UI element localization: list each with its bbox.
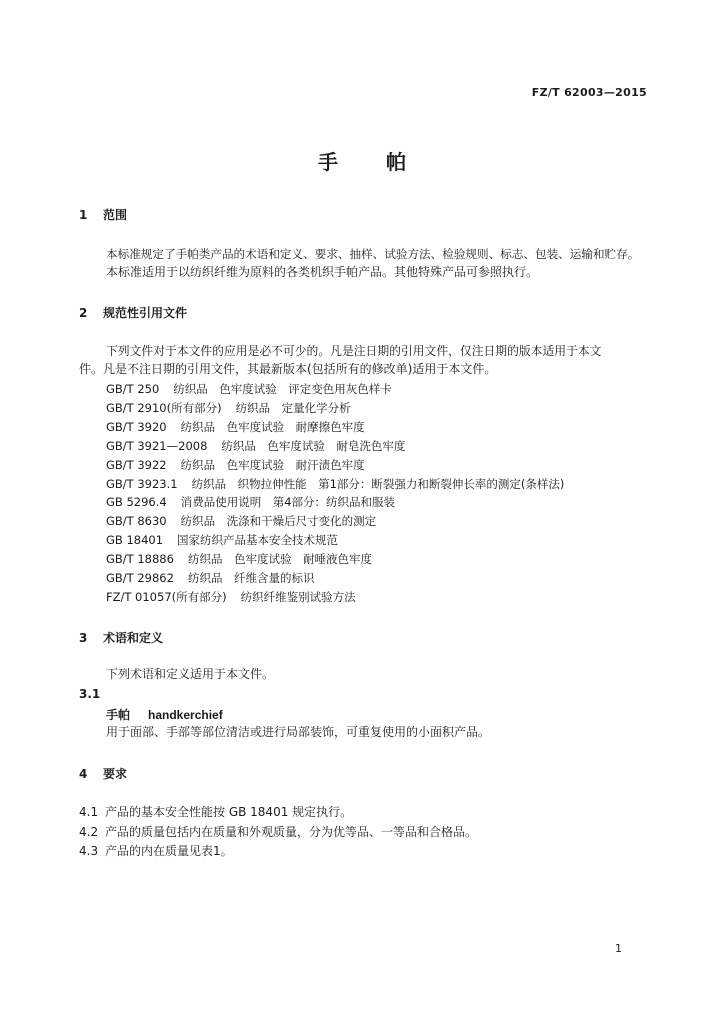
reference-title: 纺织品 纤维含量的标识: [187, 571, 315, 585]
reference-title: 纺织品 色牢度试验 耐唾液色牢度: [187, 552, 372, 567]
reference-title: 国家纺织产品基本安全技术规范: [177, 533, 339, 548]
section-1-heading: [79, 206, 127, 223]
requirement-item: [79, 823, 477, 840]
references-intro-line-2: 件。凡是不注日期的引用文件，其最新版本(包括所有的修改单)适用于本文件。: [79, 362, 497, 376]
reference-item: [106, 382, 392, 397]
requirement-text: 产品的基本安全性能按 GB 18401 规定执行。: [105, 805, 353, 819]
reference-item: [106, 401, 351, 416]
reference-item: [106, 590, 356, 605]
reference-code: GB/T 3922: [106, 457, 167, 472]
reference-item: [106, 477, 564, 492]
reference-title: 消费品使用说明 第4部分：纺织品和服装: [180, 495, 396, 510]
reference-title: 纺织品 色牢度试验 评定变色用灰色样卡: [173, 382, 392, 396]
section-3-heading: [79, 629, 163, 646]
reference-item: [106, 514, 376, 529]
requirement-number: 4.1: [79, 805, 99, 819]
reference-code: FZ/T 01057(所有部分): [106, 589, 227, 604]
requirement-text: 产品的内在质量见表1。: [105, 844, 233, 858]
section-4-heading: [79, 765, 127, 782]
document-title: [0, 146, 724, 175]
reference-item: [106, 495, 395, 510]
reference-title: 纺织品 色牢度试验 耐皂洗色牢度: [221, 438, 406, 453]
reference-title: 纺织品 定量化学分析: [235, 400, 351, 415]
reference-item: [106, 439, 405, 454]
section-number: 1: [79, 208, 88, 222]
reference-item: [106, 571, 314, 586]
term-definition: 用于面部、手部等部位清洁或进行局部装饰，可重复使用的小面积产品。: [106, 725, 491, 739]
references-intro-line-1: 下列文件对于本文件的应用是必不可少的。凡是注日期的引用文件，仅注日期的版本适用于本文: [106, 344, 602, 358]
scope-paragraph-1: 本标准规定了手帕类产品的术语和定义、要求、抽样、试验方法、检验规则、标志、包装、运输和贮存。: [106, 247, 640, 261]
requirement-text: 产品的质量包括内在质量和外观质量，分为优等品、一等品和合格品。: [105, 825, 478, 839]
title-char-2: 帕: [386, 150, 406, 174]
requirement-item: [79, 842, 233, 859]
requirement-item: [79, 803, 352, 820]
section-title: 要求: [103, 767, 128, 781]
reference-code: GB/T 29862: [106, 571, 174, 585]
reference-title: 纺织品 织物拉伸性能 第1部分：断裂强力和断裂伸长率的测定(条样法): [191, 476, 565, 491]
reference-item: [106, 533, 338, 548]
section-title: 规范性引用文件: [103, 306, 188, 320]
section-2-heading: [79, 304, 187, 321]
reference-title: 纺织品 色牢度试验 耐摩擦色牢度: [180, 419, 365, 434]
reference-title: 纺织品 洗涤和干燥后尺寸变化的测定: [180, 514, 377, 529]
reference-item: [106, 552, 372, 567]
page-number: 1: [615, 942, 622, 955]
scope-paragraph-2: 本标准适用于以纺织纤维为原料的各类机织手帕产品。其他特殊产品可参照执行。: [106, 265, 539, 279]
section-title: 术语和定义: [103, 631, 164, 645]
term-entry: [106, 706, 223, 723]
reference-code: GB/T 8630: [106, 514, 167, 529]
reference-code: GB/T 18886: [106, 552, 174, 567]
reference-item: [106, 420, 365, 435]
reference-code: GB/T 250: [106, 382, 160, 396]
section-title: 范围: [103, 208, 128, 222]
subclause-number: 3.1: [79, 687, 101, 701]
standard-code: FZ/T 62003—2015: [531, 86, 647, 99]
reference-item: [106, 458, 365, 473]
title-char-1: 手: [318, 150, 338, 174]
reference-code: GB/T 3920: [106, 419, 167, 434]
requirement-number: 4.2: [79, 825, 99, 839]
section-number: 4: [79, 767, 88, 781]
reference-code: GB 5296.4: [106, 495, 167, 510]
requirement-number: 4.3: [79, 844, 99, 858]
section-number: 3: [79, 631, 88, 645]
section-number: 2: [79, 306, 88, 320]
term-english: handkerchief: [148, 708, 223, 722]
term-chinese: 手帕: [106, 708, 131, 722]
reference-title: 纺织品 色牢度试验 耐汗渍色牢度: [180, 457, 365, 472]
terms-intro: 下列术语和定义适用于本文件。: [106, 667, 275, 681]
reference-title: 纺织纤维鉴别试验方法: [240, 589, 356, 604]
reference-code: GB/T 3923.1: [106, 476, 178, 491]
reference-code: GB 18401: [106, 533, 164, 548]
reference-code: GB/T 2910(所有部分): [106, 400, 222, 415]
reference-code: GB/T 3921—2008: [106, 438, 208, 453]
